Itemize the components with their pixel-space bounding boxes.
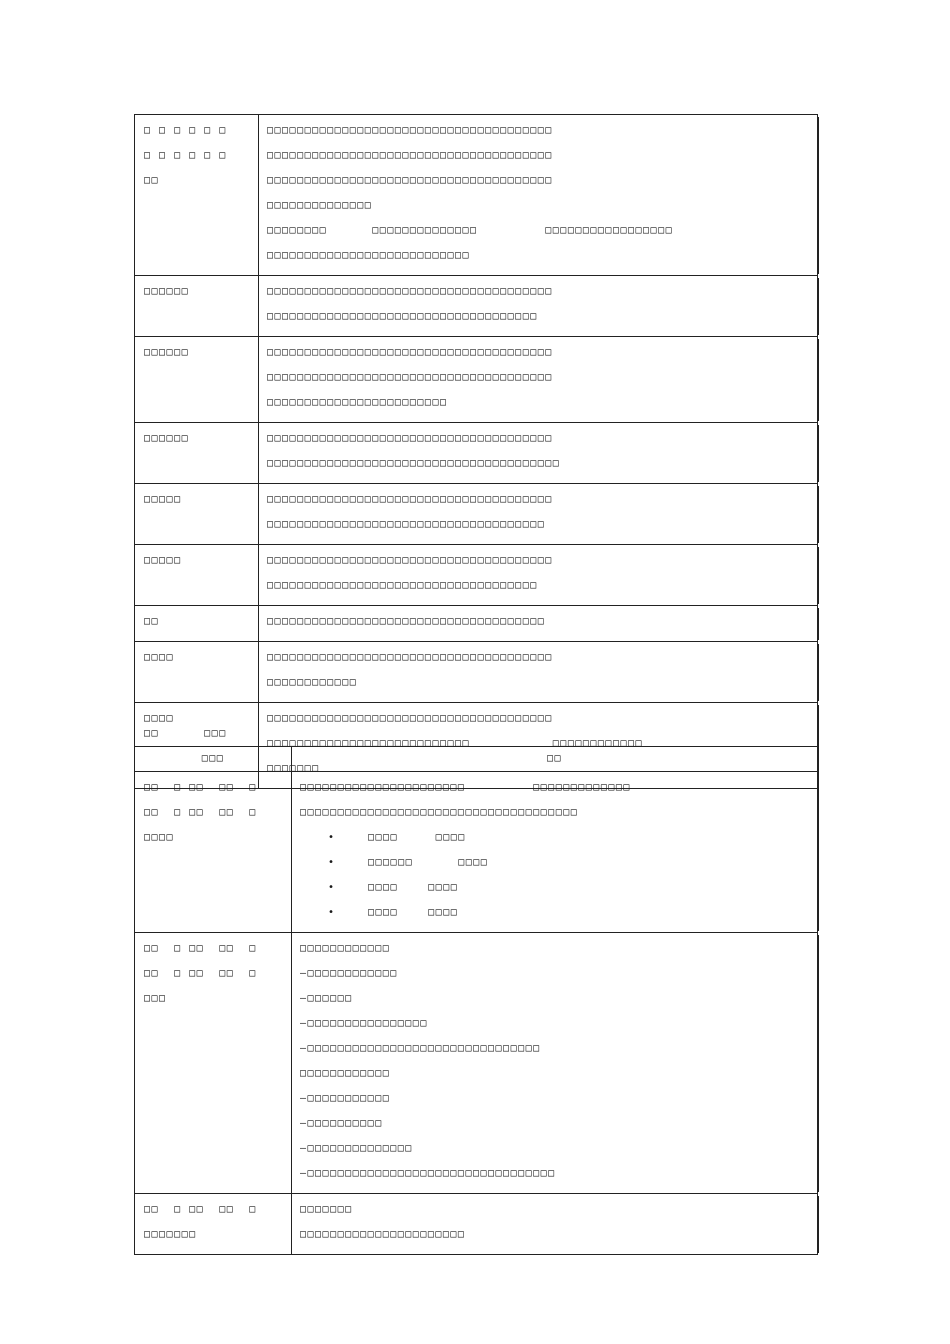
content-line: □□□□□□□□□□□□ [300, 1068, 391, 1079]
row-content-cell [292, 1194, 818, 1255]
bullet-item [300, 828, 809, 853]
table-row [135, 337, 818, 423]
row-label-cell [135, 423, 259, 484]
table-row [135, 423, 818, 484]
row-content [259, 484, 817, 544]
row-label-cell [135, 276, 259, 337]
row-content-cell [259, 642, 818, 703]
row-label-cell [135, 772, 292, 933]
content-line: □□□□□□□□□□□□ [267, 677, 358, 688]
row-label-cell [135, 115, 259, 276]
content-line: □□□□□□□□□□□□□□□□□□□□□□□□□□□□□□□□□□□□□□ [267, 125, 553, 136]
row-label-line: □□ □ □□ □□ □ [144, 968, 257, 979]
table-header-row [135, 747, 818, 772]
row-content [259, 276, 817, 336]
row-label-line: □□ □ □□ □□ □ [144, 943, 257, 954]
bullet-mark: • [328, 857, 336, 868]
content-line: □□□□□□□□□□□□□□□□□□□□□□□□□□□□□□□□□□□□□□□ [267, 458, 561, 469]
row-content-cell [259, 606, 818, 642]
row-label-line: □□ □ □□ □□ □ [144, 782, 257, 793]
row-label-cell [135, 545, 259, 606]
spec-table-2-body [135, 772, 818, 1255]
bullet-item [300, 903, 809, 928]
content-line: □□□□□□□ [300, 1204, 353, 1215]
content-line: □□□□□□□□□□□□□□□□□□□□□□□□ [267, 397, 448, 408]
content-line: □□□□□□□□□□□□□□□□□□□□□□□□□□□□□□□□□□□□□ [267, 519, 546, 530]
row-label [135, 115, 258, 200]
row-content [259, 115, 817, 275]
content-line: –□□□□□□□□□□□□ [300, 968, 398, 979]
row-label [135, 642, 258, 677]
table-row [135, 115, 818, 276]
content-line: □□□□□□□□□□□□ [300, 943, 391, 954]
row-content-cell [259, 484, 818, 545]
row-label-line: □□□□□ [144, 494, 182, 505]
row-label-cell [135, 1194, 292, 1255]
row-label-line: □□□□ [144, 713, 175, 724]
bullet-mark: • [328, 907, 336, 918]
row-content [259, 337, 817, 422]
table-row [135, 933, 818, 1194]
row-label-line: □□ [144, 175, 160, 186]
content-line: □□□□□□□□ □□□□□□□□□□□□□□ □□□□□□□□□□□□□□□□□ [267, 225, 674, 236]
row-content-cell [259, 545, 818, 606]
table-row [135, 642, 818, 703]
row-content [259, 423, 817, 483]
row-label-line: □□□□□ [144, 555, 182, 566]
content-line: □□□□□□□□□□□□□□□□□□□□□□□□□□□ □□□□□□□□□□□□ [267, 738, 644, 749]
row-content-cell [259, 276, 818, 337]
content-line: –□□□□□□□□□□□ [300, 1093, 391, 1104]
row-label-line: □□□□□□ [144, 347, 190, 358]
row-content-cell [292, 772, 818, 933]
bullet-item [300, 853, 809, 878]
content-line: □□□□□□□□□□□□□□□□□□□□□□□□□□□□□□□□□□□□ [267, 311, 538, 322]
row-content-cell [259, 337, 818, 423]
column-header-content: □□ [292, 747, 818, 772]
bullet-text: □□□□ □□□□ [368, 907, 459, 918]
row-label-line: □□□□□□ [144, 286, 190, 297]
table-row [135, 1194, 818, 1255]
row-label [135, 772, 291, 857]
table-row [135, 606, 818, 642]
content-line: □□□□□□□□□□□□□□□□□□□□□□□□□□□□□□□□□□□□□□ [267, 494, 553, 505]
content-line: □□□□□□□ [267, 763, 320, 774]
bullet-item [300, 878, 809, 903]
content-line: □□□□□□□□□□□□□□□□□□□□□□□□□□□□□□□□□□□□□□ [267, 713, 553, 724]
content-line: –□□□□□□□□□□□□□□□□□□□□□□□□□□□□□□□ [300, 1043, 541, 1054]
row-label-line: □□□ [144, 993, 167, 1004]
bullet-mark: • [328, 882, 336, 893]
content-line: □□□□□□□□□□□□□□□□□□□□□□□□□□□□□□□□□□□□□□ [267, 433, 553, 444]
row-content [292, 933, 817, 1193]
content-line: –□□□□□□ [300, 993, 353, 1004]
table-row [135, 484, 818, 545]
bullet-text: □□□□□□ □□□□ [368, 857, 489, 868]
row-label [135, 276, 258, 311]
column-header-item: □□□ [135, 747, 292, 772]
section-caption: □□ □□□ [144, 728, 227, 739]
row-label [135, 933, 291, 1018]
table-row [135, 772, 818, 933]
row-content [259, 606, 817, 641]
row-label-cell [135, 337, 259, 423]
row-label-line: □□ □ □□ □□ □ [144, 1204, 257, 1215]
content-line: □□□□□□□□□□□□□□□□□□□□□□□□□□□□□□□□□□□□□□ [267, 347, 553, 358]
content-line: □□□□□□□□□□□□□□□□□□□□□□ □□□□□□□□□□□□□ [300, 782, 631, 793]
row-label-line: □ □ □ □ □ □ [144, 125, 227, 136]
row-label [135, 545, 258, 580]
content-line: □□□□□□□□□□□□□□□□□□□□□□ [300, 1229, 466, 1240]
content-line: –□□□□□□□□□□□□□□□□ [300, 1018, 428, 1029]
table-row [135, 276, 818, 337]
content-line: □□□□□□□□□□□□□□□□□□□□□□□□□□□□□□□□□□□□□□ [267, 555, 553, 566]
content-line: □□□□□□□□□□□□□□□□□□□□□□□□□□□□□□□□□□□□□□ [267, 286, 553, 297]
row-label-cell [135, 606, 259, 642]
row-label-line: □□□□ [144, 832, 175, 843]
content-line: □□□□□□□□□□□□□□□□□□□□□□□□□□□□□□□□□□□□□□ [267, 652, 553, 663]
content-line: □□□□□□□□□□□□□□□□□□□□□□□□□□□□□□□□□□□□ [267, 580, 538, 591]
bullet-text: □□□□ □□□□ [368, 882, 459, 893]
row-label-cell [135, 642, 259, 703]
spec-table-1-body [135, 115, 818, 789]
row-label [135, 337, 258, 372]
content-line: □□□□□□□□□□□□□□□□□□□□□□□□□□□□□□□□□□□□□ [300, 807, 579, 818]
row-label-line: □□□□□□ [144, 433, 190, 444]
content-line: –□□□□□□□□□□ [300, 1118, 383, 1129]
content-line: □□□□□□□□□□□□□□□□□□□□□□□□□□□□□□□□□□□□□ [267, 616, 546, 627]
row-content [259, 545, 817, 605]
bullet-mark: • [328, 832, 336, 843]
content-line: □□□□□□□□□□□□□□□□□□□□□□□□□□□□□□□□□□□□□□ [267, 150, 553, 161]
row-content-cell [259, 115, 818, 276]
row-label-line: □□ [144, 616, 160, 627]
content-line: –□□□□□□□□□□□□□□ [300, 1143, 413, 1154]
row-content [259, 642, 817, 702]
table-row [135, 545, 818, 606]
bullet-text: □□□□ □□□□ [368, 832, 466, 843]
row-label [135, 606, 258, 641]
row-label-cell [135, 933, 292, 1194]
row-content-cell [292, 933, 818, 1194]
content-line: –□□□□□□□□□□□□□□□□□□□□□□□□□□□□□□□□□ [300, 1168, 556, 1179]
row-label-line: □□□□ [144, 652, 175, 663]
row-label [135, 484, 258, 519]
row-label [135, 423, 258, 458]
row-label-line: □□□□□□□ [144, 1229, 197, 1240]
content-line: □□□□□□□□□□□□□□□□□□□□□□□□□□□□□□□□□□□□□□ [267, 372, 553, 383]
content-line: □□□□□□□□□□□□□□ [267, 200, 373, 211]
spec-table-1 [134, 114, 818, 789]
content-line: □□□□□□□□□□□□□□□□□□□□□□□□□□□□□□□□□□□□□□ [267, 175, 553, 186]
spec-table-2 [134, 746, 818, 1255]
row-label [135, 1194, 291, 1254]
row-label-line: □□ □ □□ □□ □ [144, 807, 257, 818]
row-content [292, 772, 817, 932]
content-line: □□□□□□□□□□□□□□□□□□□□□□□□□□□ [267, 250, 471, 261]
row-label-line: □ □ □ □ □ □ [144, 150, 227, 161]
row-content-cell [259, 423, 818, 484]
row-label-cell [135, 484, 259, 545]
row-content [292, 1194, 817, 1254]
